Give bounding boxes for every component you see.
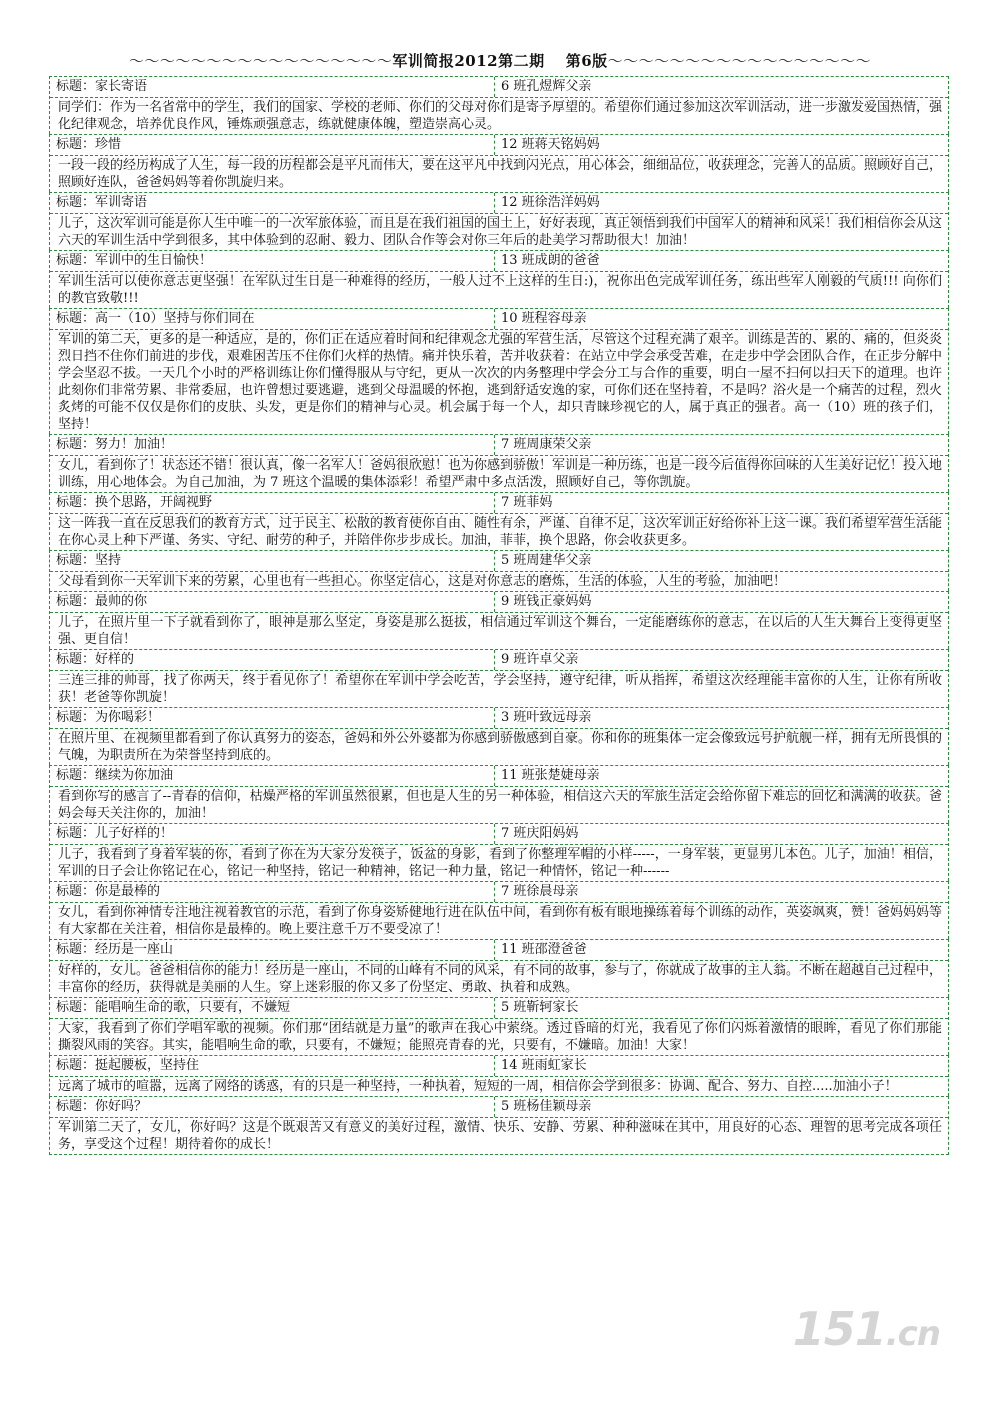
entry-meta-row (50, 435, 948, 456)
entry-meta-row (50, 592, 948, 613)
entry-meta-row (50, 135, 948, 156)
entry-message: 这一阵我一直在反思我们的教育方式，过于民主、松散的教育使你自由、随性有余，严谨、自律不足，这次军训正好给你补上这一课。我们希望军营生活能在你心灵上种下严谨、务实、守纪、耐劳的种子，并陪伴你步步成长。加油，菲菲，换个思路，你会收获更多。 (58, 516, 943, 548)
entry-author: 12 班蒋天铭妈妈 (501, 137, 600, 152)
newsletter-year: 2012 (454, 52, 499, 70)
entry-message: 三连三排的帅哥，找了你两天，终于看见你了！希望你在军训中学会吃苦，学会坚持，遵守纪律，听从指挥，希望这次经理能丰富你的人生，让你有所收获！老爸等你凯旋！ (58, 673, 942, 705)
entry-author: 7 班庆阳妈妈 (501, 826, 579, 841)
entry-meta-row (50, 882, 948, 903)
entry-title: 标题：军训寄语 (50, 193, 495, 213)
entry-message: 军训生活可以使你意志更坚强！在军队过生日是一种难得的经历，一般人过不上这样的生日:)，祝你出色完成军训任务，练出些军人刚毅的气质!!! 向你们的教官致敬!!! (58, 274, 942, 306)
entry-author: 5 班周建华父亲 (501, 553, 592, 568)
entry-author: 11 班张楚婕母亲 (501, 768, 600, 783)
entry-title: 标题：换个思路，开阔视野 (50, 493, 495, 513)
entry-meta-row (50, 650, 948, 671)
entry-meta-row (50, 193, 948, 214)
entry-meta-row (50, 1056, 948, 1077)
entry-message: 女儿，看到你了！状态还不错！很认真，像一名军人！爸妈很欣慰！也为你感到骄傲！军训是一种历练，也是一段今后值得你回味的人生美好记忆！投入地训练，用心地体会。为自己加油，为 7 班这个温暖的集体添彩！希望严肃中多点活泼，照顾好自己，等你凯旋。 (58, 458, 943, 490)
message-entry (49, 250, 949, 308)
entry-author: 5 班靳轲家长 (501, 1000, 579, 1015)
entry-title: 标题：为你喝彩！ (50, 708, 495, 728)
entry-title: 标题：经历是一座山 (50, 940, 495, 960)
entry-title: 标题：能唱响生命的歌，只要有，不嫌短 (50, 998, 495, 1018)
entry-title: 标题：你是最棒的 (50, 882, 495, 902)
message-entry (49, 492, 949, 550)
entry-title: 标题：高一（10）坚持与你们同在 (50, 309, 495, 329)
watermark-brand: 151 (792, 1302, 886, 1356)
entry-title: 标题：儿子好样的！ (50, 824, 495, 844)
entry-message: 儿子，这次军训可能是你人生中唯一的一次军旅体验，而且是在我们祖国的国土上，好好表现，真正领悟到我们中国军人的精神和风采！我们相信你会从这六天的军训生活中学到很多，其中体验到的忍耐、毅力、团队合作等会对你三年后的赴美学习帮助很大！加油！ (58, 216, 943, 248)
entry-meta-row (50, 1097, 948, 1118)
message-entry (49, 308, 949, 434)
message-entry (49, 591, 949, 649)
entry-title: 标题：挺起腰板，坚持住 (50, 1056, 495, 1076)
message-entry (49, 550, 949, 591)
entry-meta-row (50, 251, 948, 272)
message-entry (49, 997, 949, 1055)
entry-title: 标题：你好吗？ (50, 1097, 495, 1117)
entry-meta-row (50, 493, 948, 514)
entry-title: 标题：军训中的生日愉快！ (50, 251, 495, 271)
message-entry (49, 707, 949, 765)
entry-message: 在照片里、在视频里都看到了你认真努力的姿态，爸妈和外公外婆都为你感到骄傲感到自豪。你和你的班集体一定会像致远号护航舰一样，拥有无所畏惧的气魄，为职责所在为荣誉坚持到底的。 (58, 731, 943, 763)
entry-message: 一段一段的经历构成了人生，每一段的历程都会是平凡而伟大，要在这平凡中找到闪光点，用心体会，细细品位，收获理念，完善人的品质。照顾好自己，照顾好连队，爸爸妈妈等着你凯旋归来。 (58, 158, 943, 190)
entry-title: 标题：家长寄语 (50, 77, 495, 97)
message-entry (49, 192, 949, 250)
entry-author: 3 班叶致远母亲 (501, 710, 592, 725)
entry-message: 儿子，在照片里一下子就看到你了，眼神是那么坚定，身姿是那么挺拔，相信通过军训这个舞台，一定能磨练你的意志，在以后的人生大舞台上变得更坚强、更自信！ (58, 615, 942, 647)
entry-author: 14 班雨虹家长 (501, 1058, 587, 1073)
message-entry (49, 881, 949, 939)
entry-message: 军训第二天了，女儿，你好吗？这是个既艰苦又有意义的美好过程，激情、快乐、安静、劳累、种种滋味在其中，用良好的心态、理智的思考完成各项任务，享受这个过程！期待着你的成长！ (58, 1120, 942, 1152)
entry-meta-row (50, 766, 948, 787)
entry-meta-row (50, 824, 948, 845)
message-entry (49, 134, 949, 192)
entry-message: 好样的，女儿。爸爸相信你的能力！经历是一座山，不同的山峰有不同的风采，有不同的故事，参与了，你就成了故事的主人翁。不断在超越自己过程中，丰富你的经历，获得就是美丽的人生。穿上迷彩服的你又多了份坚定、勇敢、执着和成熟。 (58, 963, 943, 995)
entry-author: 6 班孔煜辉父亲 (501, 79, 592, 94)
entry-title: 标题：珍惜 (50, 135, 495, 155)
message-entry (49, 1055, 949, 1096)
entry-title: 标题：坚持 (50, 551, 495, 571)
message-board (49, 76, 949, 1155)
entry-message: 看到你写的感言了--青春的信仰，枯燥严格的军训虽然很累，但也是人生的另一种体验，相信这六天的军旅生活定会给你留下难忘的回忆和满满的收获。爸妈会每天关注你的，加油！ (58, 789, 942, 821)
page-number: 6 (581, 52, 593, 70)
entry-author: 9 班许卓父亲 (501, 652, 579, 667)
newsletter-title: 军训简报 (392, 52, 455, 70)
entry-author: 13 班成朗的爸爸 (501, 253, 600, 268)
message-entry (49, 76, 949, 134)
entry-author: 5 班杨佳颖母亲 (501, 1099, 592, 1114)
entry-author: 10 班程容母亲 (501, 311, 587, 326)
message-entry (49, 649, 949, 707)
entry-meta-row (50, 309, 948, 330)
page-label: 第 (565, 52, 582, 70)
page-header (20, 50, 980, 71)
message-entry (49, 823, 949, 881)
message-entry (49, 434, 949, 492)
entry-meta-row (50, 940, 948, 961)
entry-message: 儿子，我看到了身着军装的你，看到了你在为大家分发筷子，饭盆的身影，看到了你整理军帽的小样-----，一身军装，更显男儿本色。儿子，加油！相信，军训的日子会让你铭记在心，铭记一种坚持，铭记一种精神，铭记一种力量，铭记一种情怀，铭记一种------ (58, 847, 942, 879)
entry-message: 大家，我看到了你们学唱军歌的视频。你们那“团结就是力量”的歌声在我心中萦绕。透过昏暗的灯光，我看见了你们闪烁着激情的眼眸，看见了你们那能撕裂风雨的笑容。其实，能唱响生命的歌，只要有，不嫌短；能照亮青春的光，只要有，不嫌暗。加油！大家！ (58, 1021, 942, 1053)
message-entry (49, 939, 949, 997)
entry-author: 7 班菲妈 (501, 495, 553, 510)
entry-author: 9 班钱正豪妈妈 (501, 594, 592, 609)
header-wave-left: ～～～～～～～～～～～～～～～～～ (128, 52, 393, 70)
entry-message: 女儿，看到你神情专注地注视着教官的示范，看到了你身姿矫健地行进在队伍中间，看到你有板有眼地操练着每个训练的动作，英姿飒爽，赞！爸妈妈妈等有大家都在关注着，相信你是最棒的。晚上要注意千万不要受凉了！ (58, 905, 943, 937)
watermark-tld: .cn (885, 1314, 940, 1354)
entry-message: 远离了城市的喧嚣，远离了网络的诱惑，有的只是一种坚持，一种执着，短短的一周，相信你会学到很多：协调、配合、努力、自控.....加油小子！ (58, 1079, 898, 1094)
entry-message: 父母看到你一天军训下来的劳累，心里也有一些担心。你坚定信心，这是对你意志的磨炼，生活的体验，人生的考验，加油吧！ (58, 574, 787, 589)
page-suffix: 版 (592, 52, 608, 70)
entry-author: 7 班徐晨母亲 (501, 884, 579, 899)
entry-meta-row (50, 708, 948, 729)
entry-message: 同学们：作为一名省常中的学生，我们的国家、学校的老师、你们的父母对你们是寄予厚望的。希望你们通过参加这次军训活动，进一步激发爱国热情，强化纪律观念，培养优良作风，锤炼顽强意志，练就健康体魄，塑造崇高心灵。 (58, 100, 943, 132)
entry-author: 12 班徐浩洋妈妈 (501, 195, 600, 210)
entry-title: 标题：努力！加油！ (50, 435, 495, 455)
message-entry (49, 765, 949, 823)
entry-author: 11 班邵澄爸爸 (501, 942, 587, 957)
header-wave-right: ～～～～～～～～～～～～～～～～～ (607, 52, 872, 70)
message-entry (49, 1096, 949, 1155)
newsletter-issue: 第二期 (498, 52, 545, 70)
entry-title: 标题：好样的 (50, 650, 495, 670)
entry-meta-row (50, 998, 948, 1019)
watermark-logo (793, 1302, 940, 1356)
entry-title: 标题：继续为你加油 (50, 766, 495, 786)
entry-message: 军训的第二天，更多的是一种适应，是的，你们正在适应着时间和纪律观念尤强的军营生活，尽管这个过程充满了艰辛。训练是苦的、累的、痛的，但炎炎烈日挡不住你们前进的步伐，艰难困苦压不住你们火样的热情。痛并快乐着，苦并收获着：在站立中学会承受苦难，在走步中学会团队合作，在正步分解中学会坚忍不拔。一天几个小时的严格训练让你们懂得服从与守纪，更从一次次的内务整理中学会分工与合作的重要，明白一屋不扫何以扫天下的道理。也许此刻你们非常劳累、非常委屈，也许曾想过要逃避，逃到父母温暖的怀抱，逃到舒适安逸的家，可你们还在坚持着，不是吗？浴火是一个痛苦的过程，烈火炙烤的可能不仅仅是你们的皮肤、头发，更是你们的精神与心灵。机会属于每一个人，却只青睐珍视它的人，属于真正的强者。高一（10）班的孩子们，坚持！ (58, 332, 943, 432)
entry-meta-row (50, 551, 948, 572)
entry-author: 7 班周康荣父亲 (501, 437, 592, 452)
entry-title: 标题：最帅的你 (50, 592, 495, 612)
entry-meta-row (50, 77, 948, 98)
